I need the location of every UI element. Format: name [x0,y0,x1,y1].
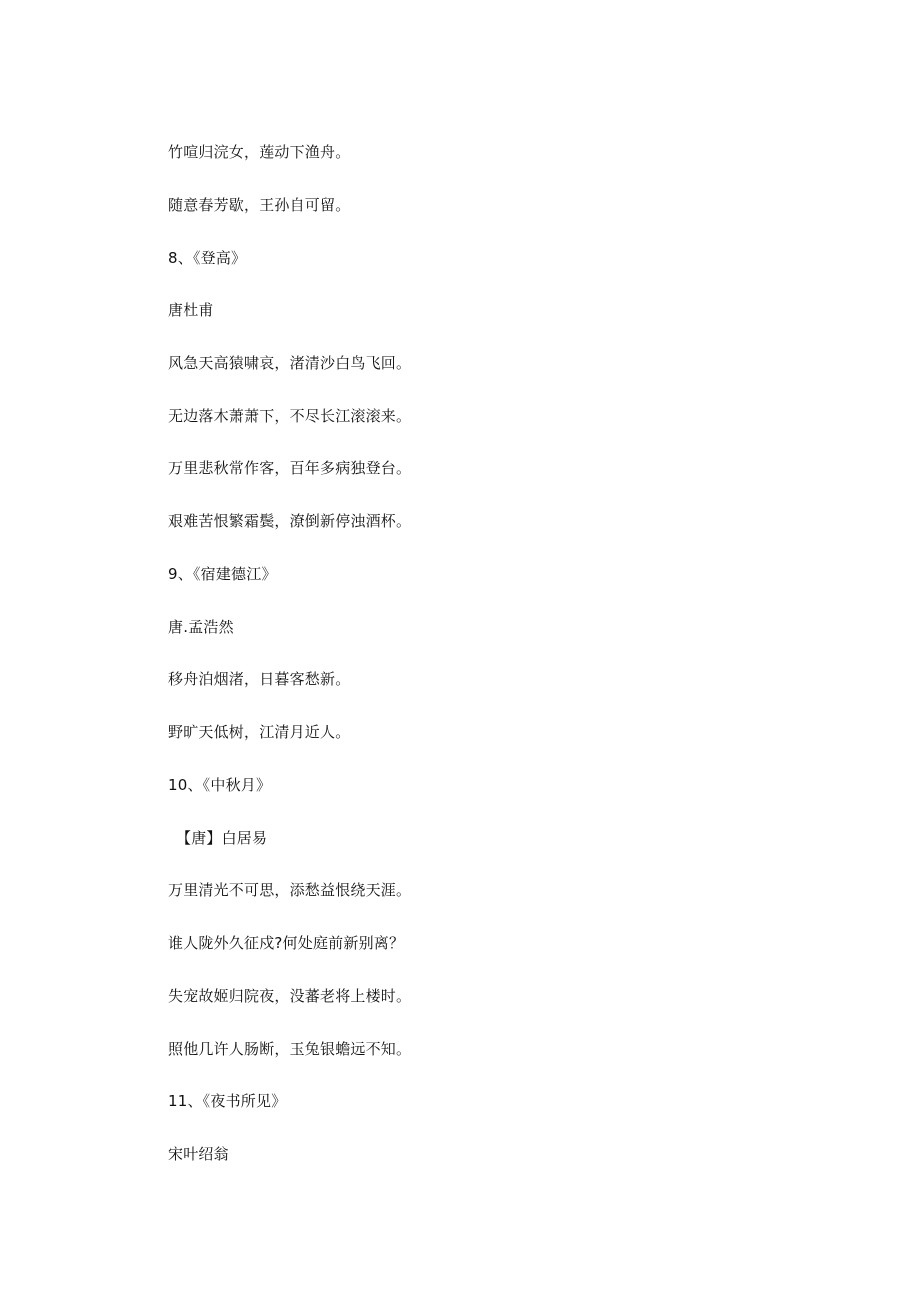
poem-heading: 8、《登高》 [168,249,247,267]
poem-line: 竹喧归浣女，莲动下渔舟。 [168,143,351,161]
poem-line: 无边落木萧萧下，不尽长江滚滚来。 [168,407,412,425]
poem-line: 失宠故姬归院夜，没蕃老将上楼时。 [168,987,412,1005]
poem-heading: 10、《中秋月》 [168,776,272,794]
poem-author: 唐杜甫 [168,301,214,319]
poem-line: 照他几许人肠断，玉兔银蟾远不知。 [168,1040,412,1058]
poem-heading: 9、《宿建德江》 [168,565,277,583]
poem-line: 万里悲秋常作客，百年多病独登台。 [168,459,412,477]
poem-line: 野旷天低树，江清月近人。 [168,723,351,741]
poem-line: 随意春芳歇，王孙自可留。 [168,196,351,214]
poem-line: 万里清光不可思，添愁益恨绕天涯。 [168,881,412,899]
poem-line: 谁人陇外久征戍?何处庭前新别离？ [168,934,405,952]
poem-line: 风急天高猿啸哀，渚清沙白鸟飞回。 [168,354,412,372]
poem-author: 唐.孟浩然 [168,618,234,636]
poem-heading: 11、《夜书所见》 [168,1092,287,1110]
poem-line: 艰难苦恨繁霜鬓，潦倒新停浊酒杯。 [168,512,412,530]
poem-author: 【唐】白居易 [176,829,268,847]
poem-author: 宋叶绍翁 [168,1145,229,1163]
poem-line: 移舟泊烟渚，日暮客愁新。 [168,670,351,688]
